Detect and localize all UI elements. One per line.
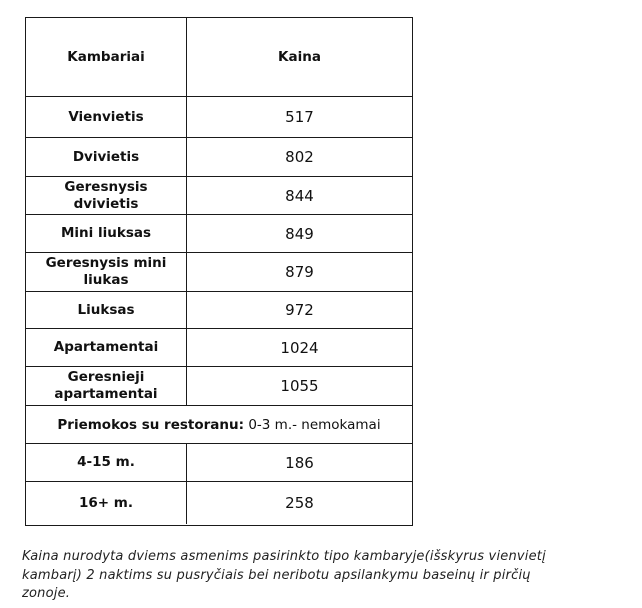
room-price: 972 xyxy=(285,301,314,319)
price-footnote: Kaina nurodyta dviems asmenims pasirinkto tipo kambaryje(išskyrus vienvietį kambarį) 2 naktims su pusryčiais bei neribotu apsilankymu baseinų ir pirčių zonoje. xyxy=(22,549,546,601)
restaurant-surcharge-cell xyxy=(26,406,412,443)
table-row xyxy=(26,329,412,367)
table-row xyxy=(26,177,412,215)
room-price: 844 xyxy=(285,186,314,205)
table-row xyxy=(26,482,412,524)
room-name: Geresnysis dvivietis xyxy=(26,177,187,214)
room-name: Vienvietis xyxy=(26,97,187,137)
table-row xyxy=(26,138,412,177)
age-price: 258 xyxy=(285,494,314,512)
table-row xyxy=(26,215,412,253)
restaurant-surcharge-note: 0-3 m.- nemokamai xyxy=(244,416,381,433)
restaurant-surcharge-row xyxy=(26,406,412,444)
table-row xyxy=(26,292,412,329)
table-row xyxy=(26,367,412,406)
room-price: 1024 xyxy=(280,338,319,357)
room-price: 802 xyxy=(285,148,314,166)
age-group: 16+ m. xyxy=(26,482,187,524)
table-row xyxy=(26,97,412,138)
room-name: Apartamentai xyxy=(26,329,187,366)
table-row xyxy=(26,253,412,292)
room-name: Geresnysis mini liukas xyxy=(26,253,187,291)
restaurant-surcharge-label: Priemokos su restoranu: xyxy=(57,416,245,433)
price-table xyxy=(25,17,413,526)
table-header-row xyxy=(26,18,412,97)
age-group: 4-15 m. xyxy=(26,444,187,481)
room-name: Dvivietis xyxy=(26,138,187,176)
table-row xyxy=(26,444,412,482)
room-name: Geresnieji apartamentai xyxy=(26,367,187,405)
column-header-price: Kaina xyxy=(278,49,321,65)
room-price: 879 xyxy=(285,263,314,281)
room-name: Mini liuksas xyxy=(26,215,187,252)
room-name: Liuksas xyxy=(26,292,187,328)
column-header-rooms: Kambariai xyxy=(26,18,187,96)
room-price: 849 xyxy=(285,224,314,243)
room-price: 517 xyxy=(285,108,314,126)
room-price: 1055 xyxy=(280,377,319,395)
age-price: 186 xyxy=(285,453,314,472)
